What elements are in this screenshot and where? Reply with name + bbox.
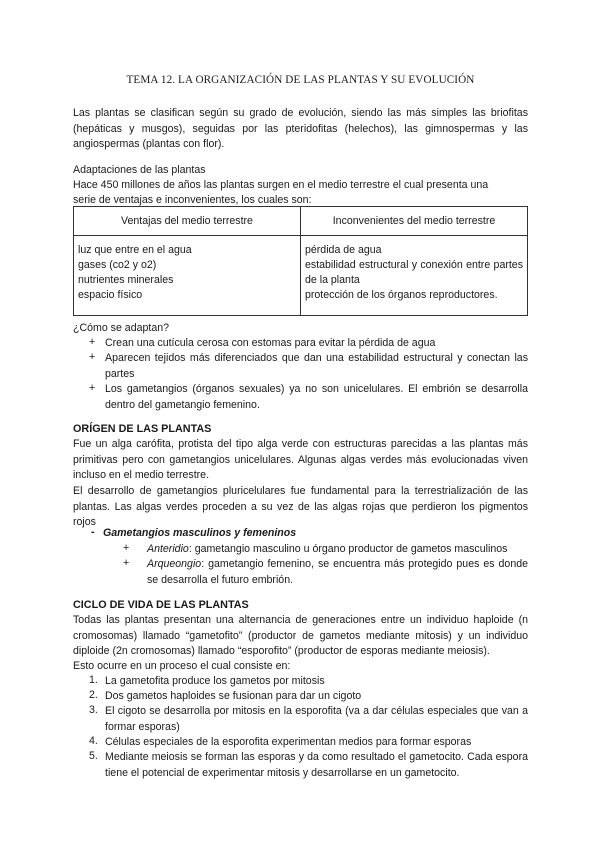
ventajas-inconvenientes-table bbox=[73, 206, 528, 316]
document-title: TEMA 12. LA ORGANIZACIÓN DE LAS PLANTAS Y SU EVOLUCIÓN bbox=[126, 74, 475, 86]
ventaja-item: luz que entre en el agua bbox=[78, 244, 192, 256]
ventaja-item: espacio físico bbox=[78, 289, 143, 301]
list-item-text: Los gametangios (órganos sexuales) ya no son unicelulares. El embrión se desarrolla dentro del gametangio femenino. bbox=[105, 383, 528, 411]
term-definition: : gametangio masculino u órgano productor de gametos masculinos bbox=[188, 543, 508, 555]
gametangios-subheading-text: Gametangios masculinos y femeninos bbox=[103, 527, 297, 539]
list-item-text bbox=[147, 542, 528, 558]
ciclo-paragraph-1: Todas las plantas presentan una alternancia de generaciones entre un individuo haploide (n cromosomas) llamado “gametofito” (productor de gametos mediante mitosis) y un individuo diploide (2n cromosomas) llamado “esporofito” (productor de esporas mediante meiosis). bbox=[73, 614, 528, 657]
table-cell-ventajas bbox=[74, 236, 301, 316]
inconveniente-item: pérdida de agua bbox=[305, 244, 382, 256]
step-text: Mediante meiosis se forman las esporas y da como resultado el gametocito. Cada espora tiene el potencial de experimentar mitosis y desarrollarse en un gametocito. bbox=[105, 751, 528, 779]
inconveniente-item: estabilidad estructural y conexión entre partes de la planta bbox=[305, 259, 523, 286]
step-number: 2. bbox=[89, 689, 98, 701]
origen-heading: ORÍGEN DE LAS PLANTAS bbox=[73, 423, 212, 435]
step-text: El cigoto se desarrolla por mitosis en la esporofita (va a dar células especiales que van a formar esporas) bbox=[105, 705, 528, 733]
origen-paragraph-1: Fue un alga carófita, protista del tipo alga verde con estructuras parecidas a las plantas más primitivas pero con gametangios unicelulares. Algunas algas verdes más evolucionadas viven incluso en el medio terrestre. bbox=[73, 438, 528, 481]
ciclo-heading: CICLO DE VIDA DE LAS PLANTAS bbox=[73, 599, 249, 611]
adaptaciones-intro-line-1: Hace 450 millones de años las plantas surgen en el medio terrestre el cual presenta una bbox=[73, 179, 489, 191]
step-text: Células especiales de la esporofita experimentan medios para formar esporas bbox=[105, 736, 472, 748]
table-cell-inconvenientes bbox=[301, 236, 528, 316]
adaptaciones-intro-line-2: serie de ventajas e inconvenientes, los cuales son: bbox=[73, 194, 312, 206]
step-number: 3. bbox=[89, 704, 98, 716]
step-text: Dos gametos haploides se fusionan para dar un cigoto bbox=[105, 690, 362, 702]
step-number: 5. bbox=[89, 750, 98, 762]
bullet-mark: + bbox=[89, 351, 96, 363]
origen-paragraph-2: El desarrollo de gametangios pluricelulares fue fundamental para la terrestrialización de las plantas. Las algas verdes proceden a su vez de las algas rojas que perdieron los pigmentos rojos bbox=[73, 485, 528, 528]
dash-mark: - bbox=[91, 526, 95, 538]
ventaja-item: gases (co2 y o2) bbox=[78, 259, 157, 271]
bullet-mark: + bbox=[89, 382, 96, 394]
bullet-mark: + bbox=[123, 557, 130, 569]
intro-paragraph: Las plantas se clasifican según su grado de evolución, siendo las más simples las briofitas (hepáticas y musgos), seguidas por las pteridofitas (helechos), las gimnospermas y las angiospermas (plantas con flor). bbox=[73, 107, 528, 150]
list-item-text bbox=[147, 557, 528, 588]
term-definition: : gametangio femenino, se encuentra más protegido pues es donde se desarrolla el futuro embrión. bbox=[147, 558, 528, 586]
list-item-text: Aparecen tejidos más diferenciados que dan una estabilidad estructural y conectan las partes bbox=[105, 352, 528, 380]
como-label: ¿Cómo se adaptan? bbox=[73, 322, 169, 334]
table-header-ventajas: Ventajas del medio terrestre bbox=[74, 207, 301, 236]
table-header-inconvenientes: Inconvenientes del medio terrestre bbox=[301, 207, 528, 236]
list-item-text: Crean una cutícula cerosa con estomas para evitar la pérdida de agua bbox=[105, 337, 436, 349]
term-arqueongio: Arqueongio bbox=[147, 558, 202, 570]
step-text: La gametofita produce los gametos por mitosis bbox=[105, 675, 325, 687]
term-anteridio: Anteridio bbox=[147, 543, 189, 555]
bullet-mark: + bbox=[89, 336, 96, 348]
ventaja-item: nutrientes minerales bbox=[78, 274, 174, 286]
ciclo-paragraph-2: Esto ocurre en un proceso el cual consiste en: bbox=[73, 660, 291, 672]
step-number: 1. bbox=[89, 674, 98, 686]
inconveniente-item: protección de los órganos reproductores. bbox=[305, 289, 498, 301]
adaptaciones-label: Adaptaciones de las plantas bbox=[73, 164, 206, 176]
step-number: 4. bbox=[89, 735, 98, 747]
bullet-mark: + bbox=[123, 542, 130, 554]
